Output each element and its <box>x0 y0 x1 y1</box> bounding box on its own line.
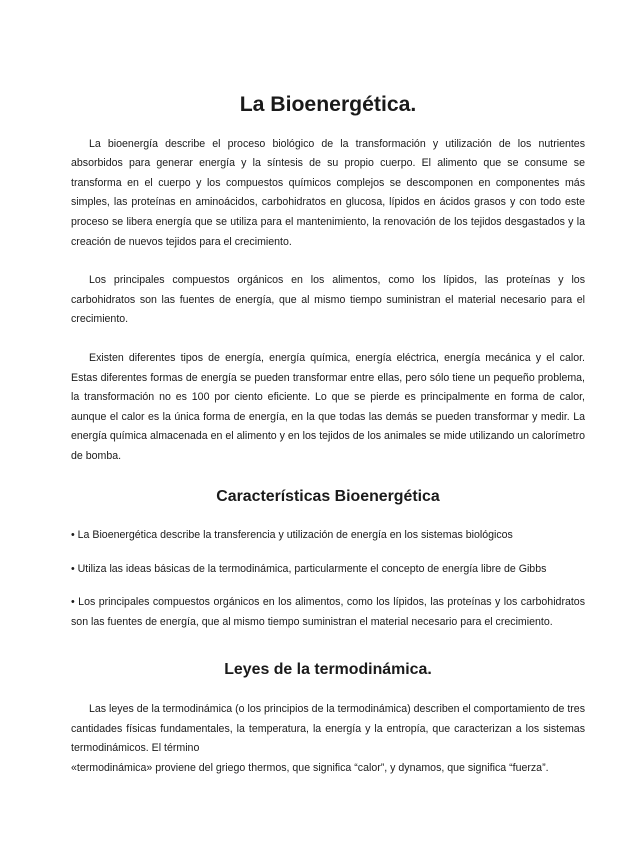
bullet-item-2: • Utiliza las ideas básicas de la termodinámica, particularmente el concepto de energía libre de Gibbs <box>71 562 547 575</box>
paragraph-bioenergia: La bioenergía describe el proceso biológico de la transformación y utilización de los nutrientes absorbidos para generar energía y la síntesis de su propio cuerpo. El alimento que se consume se transforma en el cuerpo y los compuestos químicos complejos se descomponen en componentes más simples, las proteínas en aminoácidos, carbohidratos en glucosa, lípidos en ácidos grasos y con todo este proceso se libera energía que se utiliza para el mantenimiento, la renovación de los tejidos desgastados y la creación de nuevos tejidos para el crecimiento. <box>71 137 585 248</box>
paragraph-compuestos: Los principales compuestos orgánicos en los alimentos, como los lípidos, las proteínas y los carbohidratos son las fuentes de energía, que al mismo tiempo suministran el material necesario para el crecimiento. <box>71 274 585 326</box>
section-title-bioenergetica: La Bioenergética. <box>239 93 417 116</box>
document-page <box>71 95 585 778</box>
paragraph-termino: «termodinámica» proviene del griego thermos, que significa “calor”, y dynamos, que significa “fuerza”. <box>71 761 549 774</box>
paragraph-leyes: Las leyes de la termodinámica (o los principios de la termodinámica) describen el comportamiento de tres cantidades físicas fundamentales, la temperatura, la energía y la entropía, que caracterizan a los sistemas termodinámicos. El término <box>71 703 585 755</box>
bullet-item-3: • Los principales compuestos orgánicos en los alimentos, como los lípidos, las proteínas y los carbohidratos son las fuentes de energía, que al mismo tiempo suministran el material necesario para el crecimiento. <box>71 596 585 628</box>
section-title-leyes: Leyes de la termodinámica. <box>224 661 432 679</box>
bullet-item-1: • La Bioenergética describe la transferencia y utilización de energía en los sistemas biológicos <box>71 529 513 542</box>
paragraph-tipos-energia: Existen diferentes tipos de energía, energía química, energía eléctrica, energía mecánica y el calor. Estas diferentes formas de energía se pueden transformar entre ellas, pero sólo tiene un pequeño problema, la transformación no es 100 por ciento eficiente. Lo que se pierde es principalmente en forma de calor, aunque el calor es la única forma de energía, en la que todas las demás se pueden transformar y medir. La energía química almacenada en el alimento y en los tejidos de los animales se mide utilizando un calorímetro de bomba. <box>71 351 585 462</box>
section-title-caracteristicas: Características Bioenergética <box>216 487 440 505</box>
